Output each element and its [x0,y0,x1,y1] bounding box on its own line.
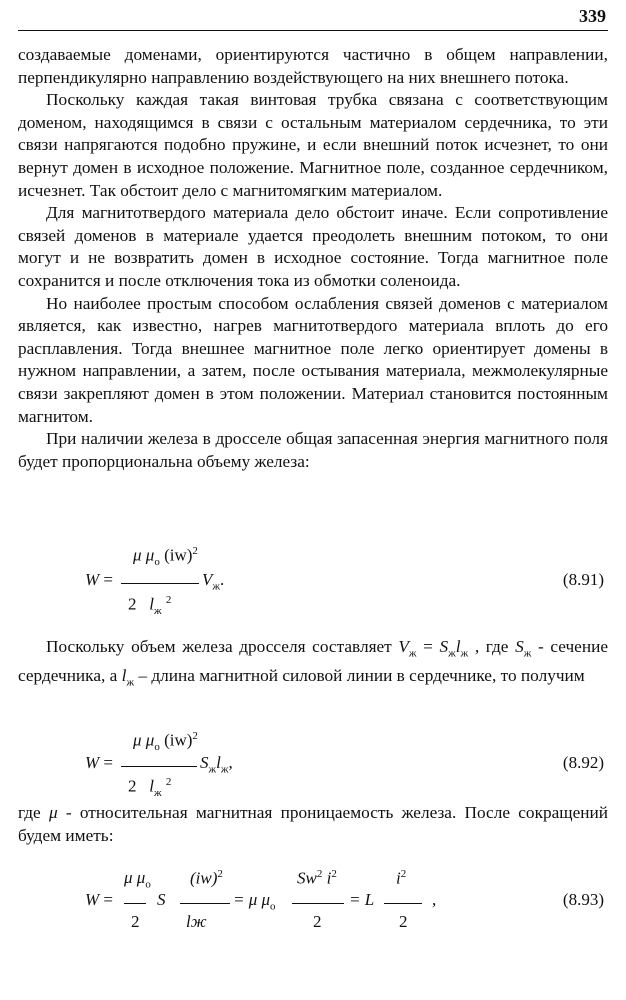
eq93-f2-bar [180,903,230,904]
eq93-f2-denominator: lж [186,912,207,931]
equation-8-93 [0,866,626,946]
equation-8-92 [0,728,626,803]
eq93-f3-numerator: Sw$^2$ $i^2$ [297,868,337,888]
paragraph-5: При наличии железа в дросселе общая запасенная энергия магнитного поля будет пропорциональна объему железа: [18,429,608,471]
eq93-f4-bar [384,903,422,904]
eq91-denominator: 2 $l_ж$ $^2$ [128,594,172,618]
paragraph-2: Поскольку каждая такая винтовая трубка связана с соответствующим доменом, находящимся в связи с остальным материалом сердечника, то эти связи напрягаются подобно пружине, и если внешний поток исчезнет, то они вернут домен в исходное положение. Магнитное поле, созданное сердечником, исчезнет. Так обстоит дело с магнитомягким материалом. [18,90,608,200]
eq93-f3-denominator: 2 [313,912,322,931]
eq92-denominator: 2 $l_ж$ $^2$ [128,776,172,800]
eq92-number: (8.92) [562,753,604,772]
eq93-f4-numerator: $i^2$ [396,868,407,888]
eq93-lhs: W = [85,890,114,909]
eq93-eq2: = L [349,890,375,909]
header-rule [18,30,608,31]
eq93-S: S [157,890,166,909]
eq92-lhs: W = [85,753,114,772]
paragraph-4: Но наиболее простым способом ослабления связей доменов с материалом является, как известно, нагрев магнитотвердого материала вплоть до его расплавления. Тогда внешнее магнитное поле легко ориентирует домены в нужном направлении, а затем, после остывания материала, межмолекулярные связи закрепляют домен в этом положении. Материал становится постоянным магнитом. [18,293,608,426]
eq93-f1-bar [124,903,146,904]
paragraph-1: создаваемые доменами, ориентируются частично в общем направлении, перпендикулярно направлению воздействующего на них внешнего потока. [18,45,608,87]
eq93-f2-numerator: (iw)$^2$ [190,868,223,888]
eq91-number: (8.91) [562,570,604,589]
eq93-tail: , [432,890,437,909]
eq93-f4-denominator: 2 [399,912,408,931]
eq93-f1-numerator: μ $\mu_о$ [124,868,151,891]
text-after-8-91: Поскольку объем железа дросселя составляет $V_ж = S_жl_ж$ , где $S_ж$ - сечение сердечника, а $l_ж$ – длина магнитной силовой линии в сердечнике, то получим [18,637,608,689]
paragraph-3: Для магнитотвердого материала дело обстоит иначе. Если сопротивление связей доменов в материале удается преодолеть внешним потоком, то они могут и не возвратить домен в исходное состояние. Тогда магнитное поле сохранится и после отключения тока из обмотки соленоида. [18,203,608,290]
page-number: 339 [579,6,606,26]
eq91-lhs: W = [85,570,114,589]
eq91-numerator: μ $\mu_о$ (iw)$^2$ [133,545,198,569]
text-after-8-92: где μ - относительная магнитная проницаемость железа. После сокращений будем иметь: [18,803,608,845]
eq92-numerator: μ $\mu_о$ (iw)$^2$ [133,730,198,754]
eq92-fraction-bar [121,766,197,767]
body-text [18,44,608,473]
eq93-number: (8.93) [562,890,604,909]
equation-8-91 [0,540,626,620]
eq93-f3-bar [292,903,344,904]
eq91-rhs: $V_ж$. [202,570,225,593]
eq93-eq1: = μ $\mu_о$ [233,890,276,913]
eq92-rhs: $S_жl_ж$, [200,753,233,776]
eq91-fraction-bar [121,583,199,584]
eq93-f1-denominator: 2 [131,912,140,931]
